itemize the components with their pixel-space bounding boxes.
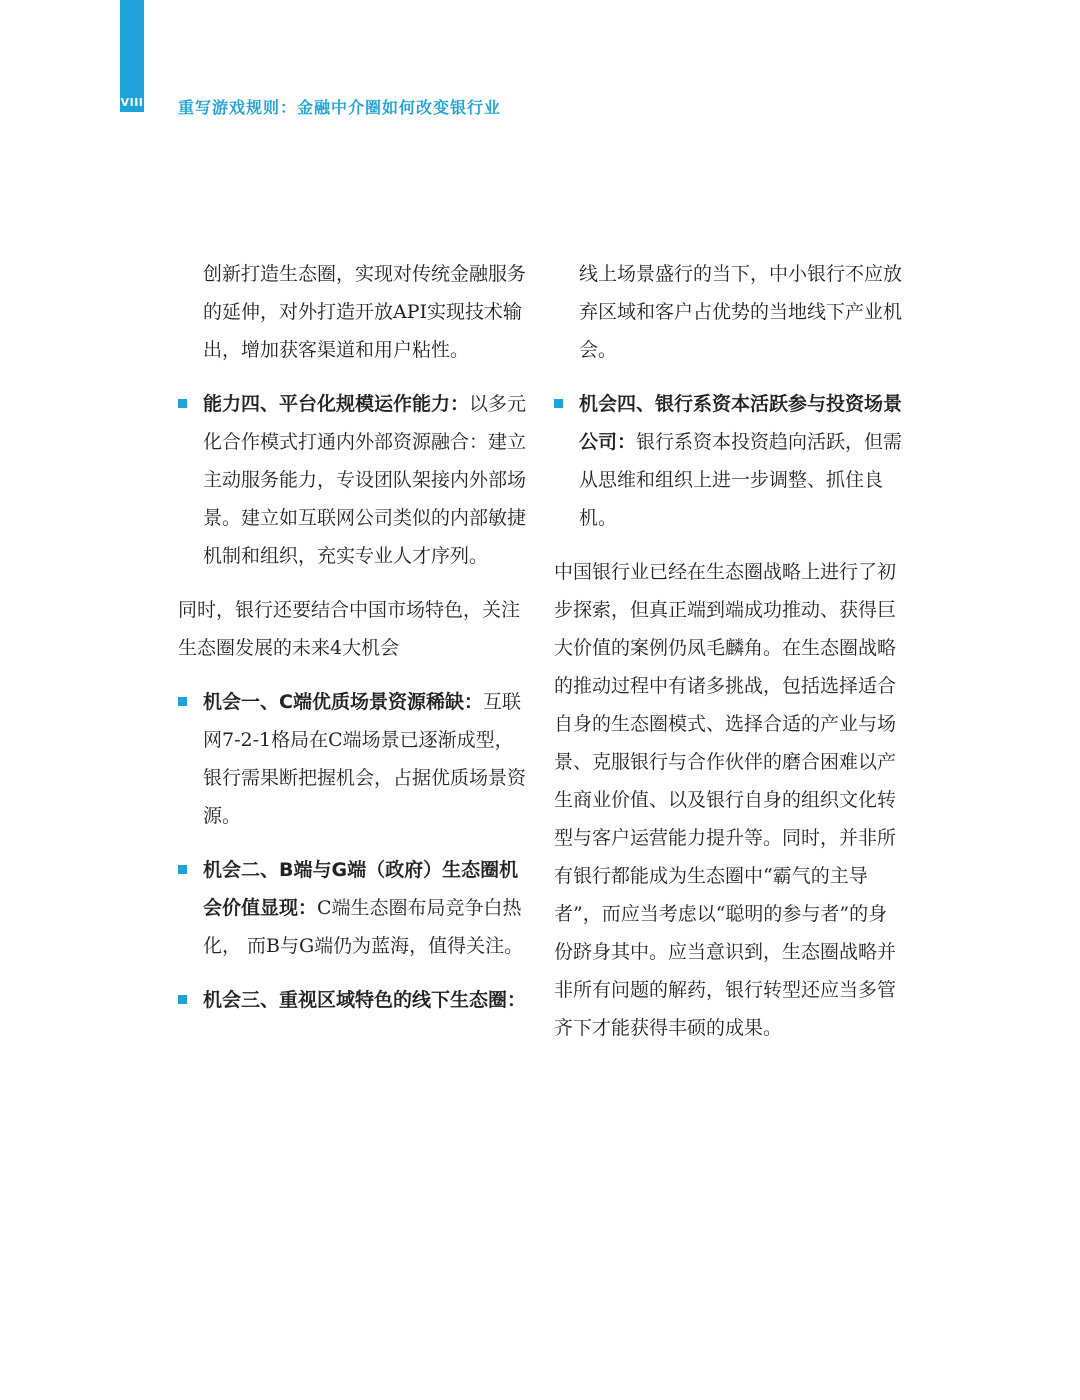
opportunity-four-item [554,385,906,537]
capability-four-item [178,385,530,575]
running-header-title: 重写游戏规则：金融中介圈如何改变银行业 [178,98,502,117]
transition-paragraph: 同时，银行还要结合中国市场特色，关注生态圈发展的未来4大机会 [178,599,521,659]
square-bullet-icon [178,995,187,1004]
opportunity-one-title: 机会一、C端优质场景资源稀缺： [203,691,483,713]
left-column [178,255,530,1035]
opportunity-three-title: 机会三、重视区域特色的线下生态圈： [203,989,527,1011]
intro-continuation-paragraph: 创新打造生态圈，实现对传统金融服务的延伸，对外打造开放API实现技术输出，增加获客渠道和用户粘性。 [203,263,527,361]
opportunity-two-title: 机会二、B端与G端（政府）生态圈机会价值显现： [203,859,519,919]
square-bullet-icon [178,399,187,408]
right-column [554,255,906,1047]
square-bullet-icon [178,697,187,706]
opportunity-two-item [178,851,530,965]
opportunity-one-body: 互联网7-2-1格局在C端场景已逐渐成型，银行需果断把握机会，占据优质场景资源。 [203,691,527,827]
opportunity-three-continuation: 线上场景盛行的当下，中小银行不应放弃区域和客户占优势的当地线下产业机会。 [579,263,903,361]
capability-four-body: 以多元化合作模式打通内外部资源融合：建立主动服务能力，专设团队架接内外部场景。建立如互联网公司类似的内部敏捷机制和组织，充实专业人才序列。 [203,393,527,567]
opportunity-one-item [178,683,530,835]
opportunity-four-title: 机会四、银行系资本活跃参与投资场景公司： [579,393,903,453]
capability-four-title: 能力四、平台化规模运作能力： [203,393,470,415]
square-bullet-icon [554,399,563,408]
square-bullet-icon [178,865,187,874]
page-number: VIII [120,96,144,109]
opportunity-two-body: C端生态圈布局竞争白热化， 而B与G端仍为蓝海，值得关注。 [203,897,524,957]
opportunity-three-item [178,981,530,1019]
opportunity-four-body: 银行系资本投资趋向活跃，但需从思维和组织上进一步调整、抓住良机。 [579,431,903,529]
conclusion-paragraph: 中国银行业已经在生态圈战略上进行了初步探索，但真正端到端成功推动、获得巨大价值的案例仍凤毛麟角。在生态圈战略的推动过程中有诸多挑战，包括选择适合自身的生态圈模式、选择合适的产业与场景、克服银行与合作伙伴的磨合困难以产生商业价值、以及银行自身的组织文化转型与客户运营能力提升等。同时，并非所有银行都能成为生态圈中“霸气的主导者”，而应当考虑以“聪明的参与者”的身份跻身其中。应当意识到，生态圈战略并非所有问题的解药，银行转型还应当多管齐下才能获得丰硕的成果。 [554,561,897,1039]
